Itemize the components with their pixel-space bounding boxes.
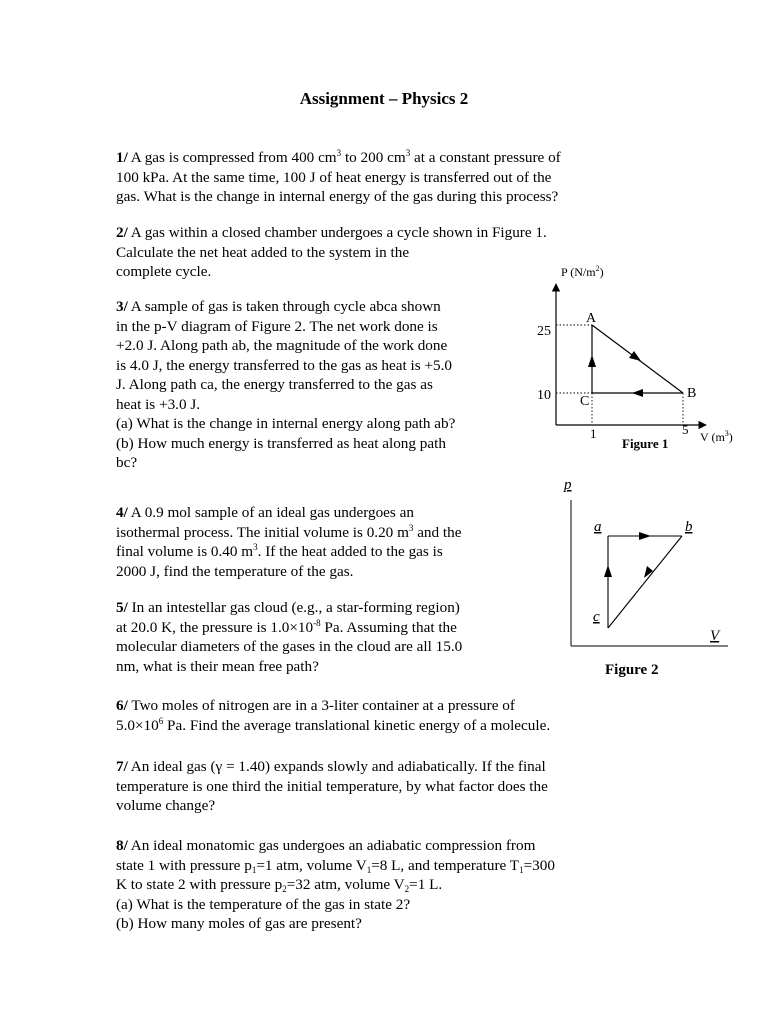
question-number: 4/ [116,504,128,521]
point-label: a [594,519,602,535]
path-bc [608,536,682,628]
question-8: 8/ An ideal monatomic gas undergoes an adiabatic compression from state 1 with pressure $p_1=1$ atm, volume $V_1=8$ L, and temperature $T_1=300$ K to state 2 with pressure $p_2=32$ atm, volume $V_2=1$ L. (a) What is the temperature of the gas in state 2? (b) How many moles of gas are present? [116,837,555,932]
point-label: b [685,519,693,535]
arrow-ab [639,532,651,540]
question-number: 3/ [116,298,128,315]
point-label: c [593,609,600,625]
question-7: 7/ An ideal gas (γ = 1.40) expands slowly and adiabatically. If the final temperature is one third the initial temperature, by what factor does the volume change? [116,758,548,814]
question-number: 5/ [116,599,128,616]
page-title: Assignment – Physics 2 [299,89,469,108]
question-3: 3/ A sample of gas is taken through cycle abca shown in the p-V diagram of Figure 2. The net work done is +2.0 J. Along path ab, the magnitude of the work done is 4.0 J, the energy transferred to the gas as heat is +5.0 J. Along path ca, the energy transferred to the gas as heat is +3.0 J. (a) What is the change in internal energy along path ab? (b) How much energy is transferred as heat along path bc? [116,298,456,471]
question-number: 2/ [116,224,128,241]
point-label: A [586,311,597,326]
point-label: B [687,386,697,401]
x-axis-label: V [710,628,720,644]
y-axis-label: p [564,477,572,493]
question-2: 2/ A gas within a closed chamber undergoes a cycle shown in Figure 1. Calculate the net heat added to the system in the complete cycle. [116,224,547,280]
x-tick-label: 5 [682,422,689,437]
question-1: 1/ A gas is compressed from 400 $cm^3$ to 200 $cm^3$ at a constant pressure of 100 kPa. At the same time, 100 J of heat energy is transferred out of the gas. What is the change in internal energy of the gas during this process? [116,148,561,205]
question-number: 1/ [116,149,128,166]
question-number: 8/ [116,837,128,854]
question-5: 5/ In an intestellar gas cloud (e.g., a star-forming region) at 20.0 K, the pressure is $1.0\times 10^{-8}$ Pa. Assuming that the molecular diameters of the gases in the cloud are all 15.0 nm, what is their mean free path? [116,599,463,675]
figure-caption: Figure 2 [605,662,659,678]
y-tick-label: 10 [537,388,551,403]
figure-caption: Figure 1 [622,436,669,451]
arrow-bc [644,566,653,578]
question-6: 6/ Two moles of nitrogen are in a 3-liter container at a pressure of $5.0\times 10^6$ Pa. Find the average translational kinetic energy of a molecule. [116,697,551,734]
point-label: C [580,394,590,409]
x-axis-label: V $(m^3)$ [700,429,733,444]
question-4: 4/ A 0.9 mol sample of an ideal gas undergoes an isothermal process. The initial volume is 0.20 $m^3$ and the final volume is 0.40 $m^3$. If the heat added to the gas is 2000 J, find the temperature of the gas. [116,504,462,580]
y-tick-label: 25 [537,324,551,339]
question-number: 7/ [116,758,128,775]
x-tick-label: 1 [590,426,597,441]
question-number: 6/ [116,697,128,714]
y-axis-label: P $(N/m^2)$ [561,264,604,279]
arrow-ca [604,565,612,577]
